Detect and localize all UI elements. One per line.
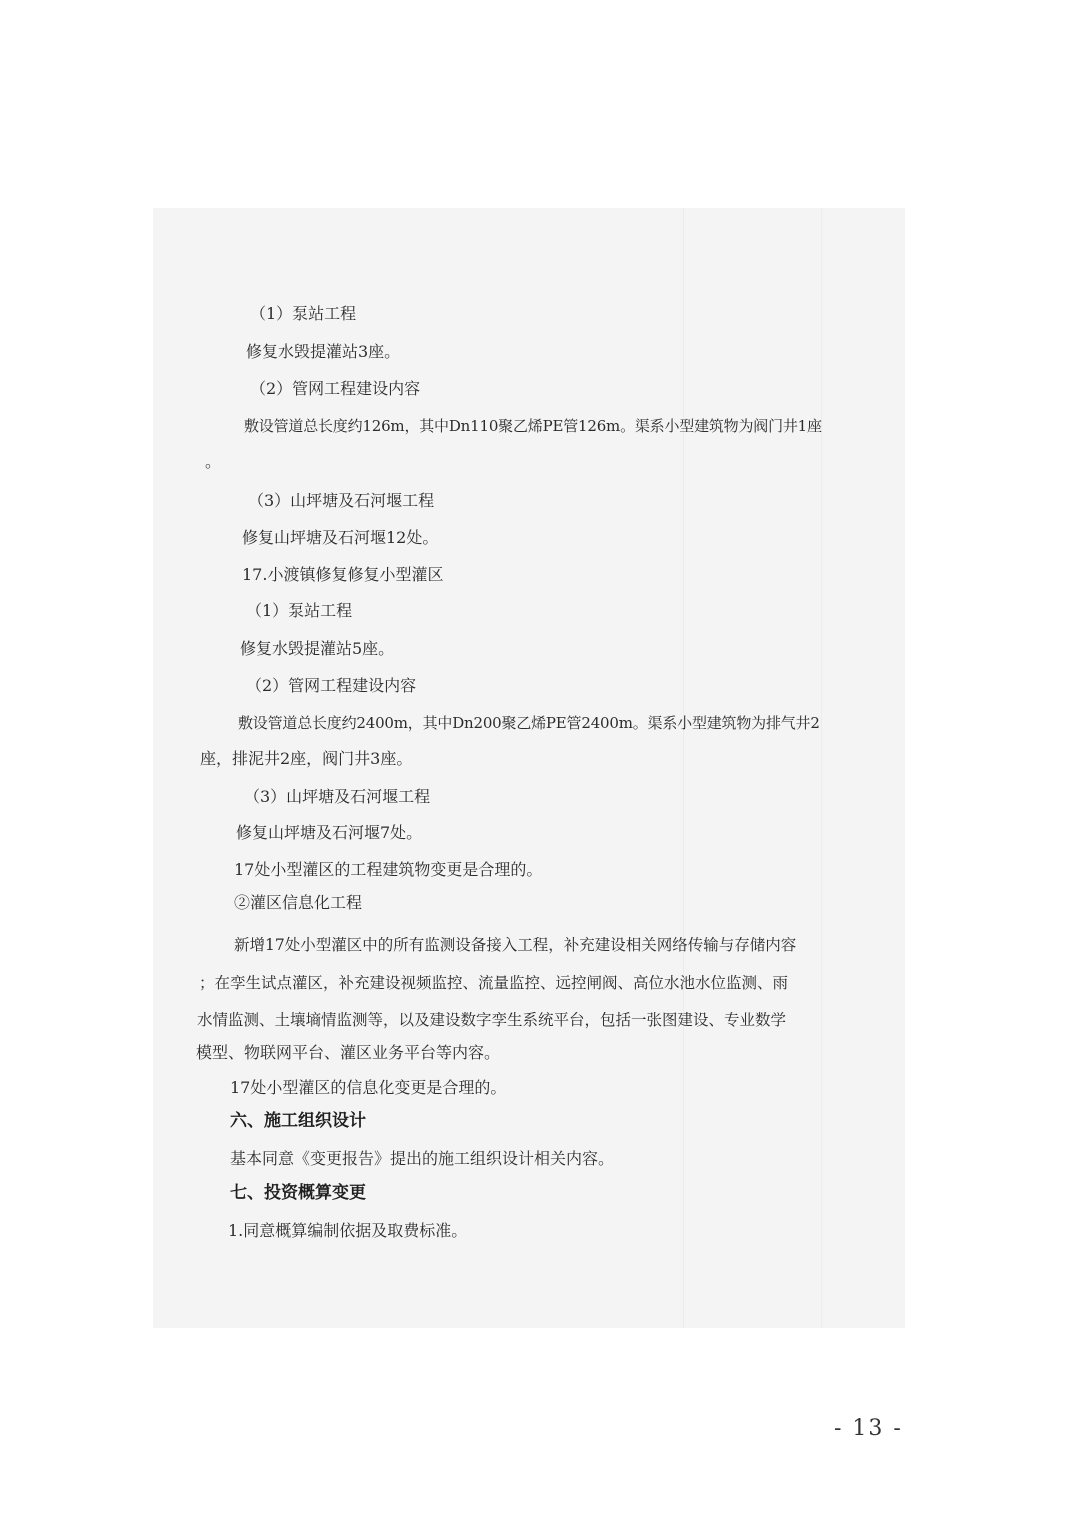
heading-construction-organization: 六、施工组织设计 xyxy=(230,1111,366,1131)
paragraph-line: 模型、物联网平台、灌区业务平台等内容。 xyxy=(196,1043,501,1062)
subsection-pipe-network-1: （2）管网工程建设内容 xyxy=(250,379,421,398)
subsection-pump-station-2: （1）泵站工程 xyxy=(246,601,353,620)
page-number: - 13 - xyxy=(834,1416,903,1441)
paragraph-line: ；在孪生试点灌区，补充建设视频监控、流量监控、远控闸阀、高位水池水位监测、雨 xyxy=(199,974,789,992)
paragraph-line: 。 xyxy=(205,452,222,471)
subsection-pond-weir-1: （3）山坪塘及石河堰工程 xyxy=(248,491,435,510)
subsection-pipe-network-2: （2）管网工程建设内容 xyxy=(246,676,417,695)
paragraph-line: 修复水毁提灌站5座。 xyxy=(240,639,395,658)
paragraph-line: 17处小型灌区的工程建筑物变更是合理的。 xyxy=(234,860,543,879)
scan-artifact-line xyxy=(683,208,684,1328)
paragraph-line: 敷设管道总长度约2400m，其中Dn200聚乙烯PE管2400m。渠系小型建筑物为排气井2 xyxy=(238,714,820,732)
paragraph-line: 水情监测、土壤墒情监测等，以及建设数字孪生系统平台，包括一张图建设、专业数学 xyxy=(197,1011,787,1029)
paragraph-line: 修复山坪塘及石河堰7处。 xyxy=(236,823,423,842)
paragraph-line: 新增17处小型灌区中的所有监测设备接入工程，补充建设相关网络传输与存储内容 xyxy=(234,936,797,954)
heading-investment-estimate: 七、投资概算变更 xyxy=(230,1183,366,1203)
subsection-informatization: ②灌区信息化工程 xyxy=(234,893,363,912)
paragraph-line: 基本同意《变更报告》提出的施工组织设计相关内容。 xyxy=(230,1149,615,1168)
paragraph-line: 敷设管道总长度约126m，其中Dn110聚乙烯PE管126m。渠系小型建筑物为阀门井1座 xyxy=(244,417,822,435)
paragraph-line: 1.同意概算编制依据及取费标准。 xyxy=(228,1221,468,1240)
subsection-pump-station-1: （1）泵站工程 xyxy=(250,304,357,323)
paragraph-line: 座，排泥井2座，阀门井3座。 xyxy=(200,749,413,768)
paragraph-line: 修复山坪塘及石河堰12处。 xyxy=(242,528,439,547)
section-title-xiaodu: 17.小渡镇修复修复小型灌区 xyxy=(242,565,444,584)
subsection-pond-weir-2: （3）山坪塘及石河堰工程 xyxy=(244,787,431,806)
scan-artifact-line xyxy=(821,208,822,1328)
paragraph-line: 修复水毁提灌站3座。 xyxy=(246,342,401,361)
paragraph-line: 17处小型灌区的信息化变更是合理的。 xyxy=(230,1078,507,1097)
